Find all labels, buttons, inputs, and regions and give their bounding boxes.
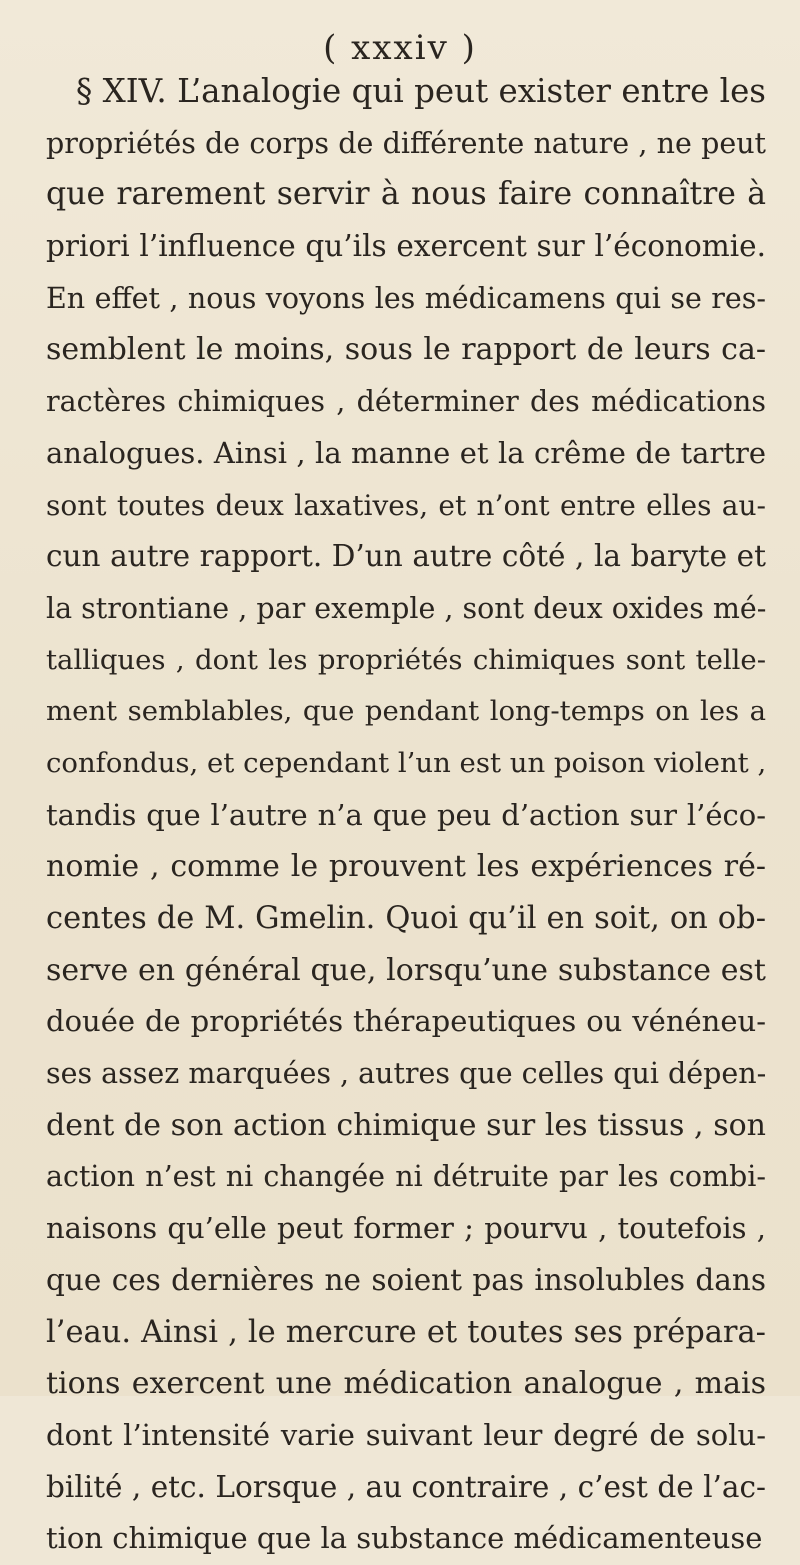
text-line: talliques , dont les propriétés chimiques sont telle- xyxy=(46,643,766,676)
text-line: nomie , comme le prouvent les expériences ré- xyxy=(46,849,766,885)
text-line: En effet , nous voyons les médicamens qui se res- xyxy=(46,281,766,315)
text-line: que rarement servir à nous faire connaître à xyxy=(46,176,766,213)
text-line: centes de M. Gmelin. Quoi qu’il en soit, on ob- xyxy=(46,901,766,936)
text-line: bilité , etc. Lorsque , au contraire , c’est de l’ac- xyxy=(46,1469,766,1504)
body-text xyxy=(46,66,766,1565)
text-line: tions exercent une médication analogue , mais xyxy=(46,1366,766,1402)
text-line: dent de son action chimique sur les tissus , son xyxy=(46,1107,766,1143)
text-line: propriétés de corps de différente nature , ne peut xyxy=(46,126,766,160)
text-line: l’eau. Ainsi , le mercure et toutes ses prépara- xyxy=(46,1314,766,1350)
text-line: action n’est ni changée ni détruite par les combi- xyxy=(46,1160,766,1194)
text-line: cun autre rapport. D’un autre côté , la baryte et xyxy=(46,539,766,574)
text-line: analogues. Ainsi , la manne et la crême de tartre xyxy=(46,435,766,470)
text-line: ment semblables, que pendant long-temps on les a xyxy=(46,695,766,728)
text-line: tion chimique que la substance médicamenteuse xyxy=(46,1521,763,1556)
text-line: dont l’intensité varie suivant leur degré de solu- xyxy=(46,1417,766,1452)
text-line: confondus, et cependant l’un est un poison violent , xyxy=(46,746,767,779)
text-line: ractères chimiques , déterminer des médications xyxy=(46,385,766,419)
text-line: priori l’influence qu’ils exercent sur l’économie. xyxy=(46,229,766,264)
text-line: § XIV. L’analogie qui peut exister entre les xyxy=(76,72,766,110)
text-line: naisons qu’elle peut former ; pourvu , toutefois , xyxy=(46,1211,766,1246)
text-line: douée de propriétés thérapeutiques ou vénéneu- xyxy=(46,1004,766,1039)
text-line: la strontiane , par exemple , sont deux oxides mé- xyxy=(46,591,767,625)
text-line: serve en général que, lorsqu’une substance est xyxy=(46,952,766,988)
text-line: tandis que l’autre n’a que peu d’action sur l’éco- xyxy=(46,797,766,832)
text-line: que ces dernières ne soient pas insolubles dans xyxy=(46,1262,766,1297)
page-number-header: ( xxxiv ) xyxy=(323,28,477,68)
text-line: ses assez marquées , autres que celles qui dépen- xyxy=(46,1057,767,1091)
text-line: semblent le moins, sous le rapport de leurs ca- xyxy=(46,332,766,368)
text-line: sont toutes deux laxatives, et n’ont entre elles au- xyxy=(46,488,766,522)
